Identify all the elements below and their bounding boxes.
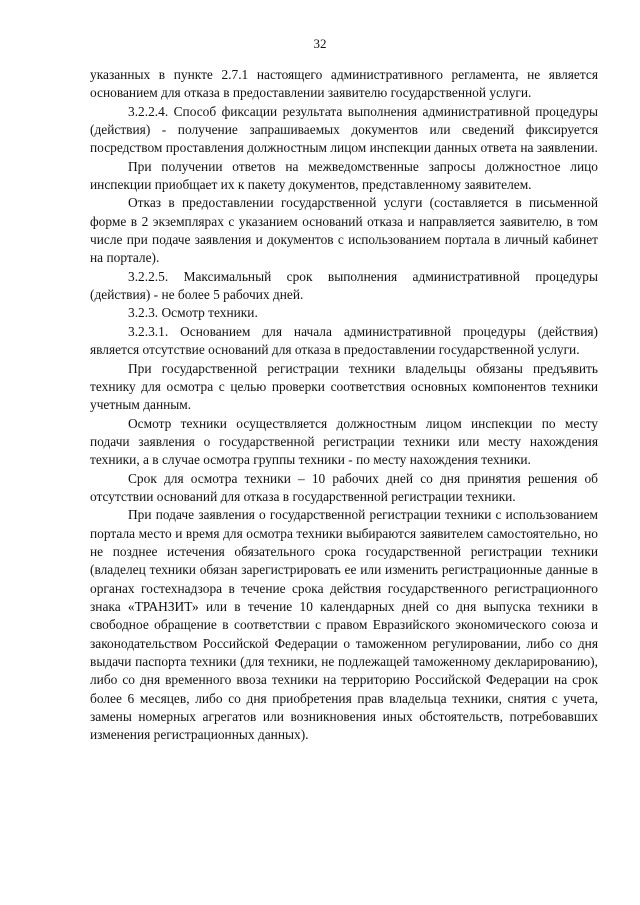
- paragraph-inspection-location: Осмотр техники осуществляется должностным лицом инспекции по месту подачи заявления о государственной регистрации техники или месту нахождения техники, а в случае осмотра группы техники - по месту нахождения техники.: [90, 415, 598, 468]
- section-heading-3-2-3: 3.2.3. Осмотр техники.: [128, 305, 258, 321]
- paragraph-inspection-deadline: Срок для осмотра техники – 10 рабочих дней со дня принятия решения об отсутствии оснований для отказа в государственной регистрации техники.: [90, 470, 598, 504]
- paragraph-3-2-2-4: 3.2.2.4. Способ фиксации результата выполнения административной процедуры (действия) - получение запрашиваемых документов или сведений фиксируется посредством проставления должностным лицом инспекции данных ответа на заявлении.: [90, 103, 598, 156]
- paragraph-portal-application: При подаче заявления о государственной регистрации техники с использованием портала место и время для осмотра техники выбираются заявителем самостоятельно, но не позднее истечения обязательного срока государственной регистрации техники (владелец техники обязан зарегистрировать ее или изменить регистрационные данные в органах гостехнадзора в течение срока действия государственного регистрационного знака «ТРАНЗИТ» или в течение 10 календарных дней со дня выпуска техники в свободное обращение в соответствии с правом Евразийского экономического союза и законодательством Российской Федерации о таможенном регулировании, либо со дня выдачи паспорта техники (для техники, не подлежащей таможенному декларированию), либо со дня временного ввоза техники на территорию Российской Федерации на срок более 6 месяцев, либо со дня приобретения прав владельца техники, снятия с учета, замены номерных агрегатов или возникновения иных обстоятельств, потребовавших изменения регистрационных данных).: [90, 507, 598, 743]
- document-body: [90, 66, 598, 745]
- paragraph-owners-obligation: При государственной регистрации техники владельцы обязаны предъявить технику для осмотра с целью проверки соответствия основных компонентов техники учетным данным.: [90, 360, 598, 413]
- paragraph-refusal: Отказ в предоставлении государственной услуги (составляется в письменной форме в 2 экземплярах с указанием оснований отказа и направляется заявителю, в том числе при подаче заявления и документов с использованием портала в личный кабинет на портале).: [90, 195, 598, 266]
- page-number: 32: [313, 36, 327, 51]
- paragraph-3-2-2-5: 3.2.2.5. Максимальный срок выполнения административной процедуры (действия) - не более 5 рабочих дней.: [90, 268, 598, 303]
- paragraph-continuation: указанных в пункте 2.7.1 настоящего административного регламента, не является основанием для отказа в предоставлении заявителю государственной услуги.: [90, 67, 598, 101]
- paragraph-interagency-responses: При получении ответов на межведомственные запросы должностное лицо инспекции приобщает их к пакету документов, представленному заявителем.: [90, 158, 598, 193]
- paragraph-3-2-3-1: 3.2.3.1. Основанием для начала административной процедуры (действия) является отсутствие оснований для отказа в предоставлении государственной услуги.: [90, 323, 598, 358]
